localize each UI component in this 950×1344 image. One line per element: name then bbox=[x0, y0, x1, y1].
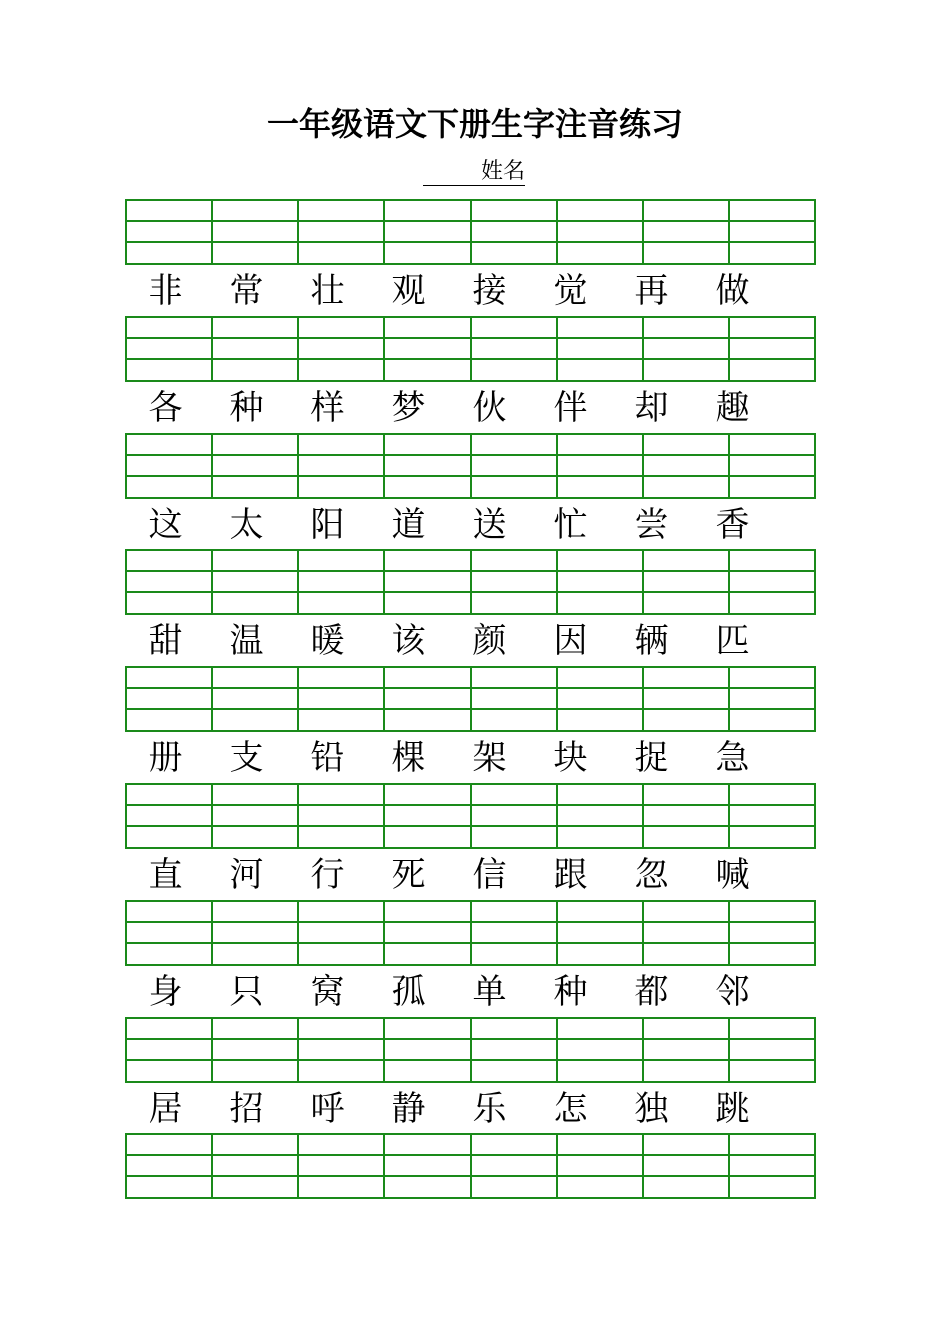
pinyin-cell[interactable] bbox=[127, 785, 213, 847]
character-row bbox=[125, 384, 816, 432]
hanzi-character: 甜 bbox=[148, 621, 183, 661]
pinyin-cell[interactable] bbox=[730, 1019, 814, 1081]
hanzi-character: 信 bbox=[472, 855, 507, 895]
hanzi-character: 架 bbox=[472, 738, 507, 778]
character-row bbox=[125, 501, 816, 549]
pinyin-grid bbox=[125, 783, 816, 849]
hanzi-character: 样 bbox=[310, 388, 345, 428]
pinyin-cell[interactable] bbox=[644, 318, 730, 380]
hanzi-character: 邻 bbox=[715, 972, 750, 1012]
hanzi-character: 跳 bbox=[715, 1089, 750, 1129]
hanzi-character: 做 bbox=[715, 271, 750, 311]
pinyin-cell[interactable] bbox=[385, 668, 471, 730]
name-field[interactable]: 姓名 bbox=[423, 158, 525, 186]
hanzi-character: 趣 bbox=[715, 388, 750, 428]
hanzi-character: 再 bbox=[634, 271, 669, 311]
hanzi-character: 支 bbox=[229, 738, 264, 778]
pinyin-cell[interactable] bbox=[127, 435, 213, 497]
hanzi-character: 身 bbox=[148, 972, 183, 1012]
pinyin-grid bbox=[125, 433, 816, 499]
pinyin-cell[interactable] bbox=[213, 201, 299, 263]
hanzi-character: 册 bbox=[148, 738, 183, 778]
pinyin-cell[interactable] bbox=[730, 435, 814, 497]
hanzi-character: 忽 bbox=[634, 855, 669, 895]
pinyin-cell[interactable] bbox=[299, 1019, 385, 1081]
pinyin-cell[interactable] bbox=[213, 1135, 299, 1197]
hanzi-character: 单 bbox=[472, 972, 507, 1012]
hanzi-character: 匹 bbox=[715, 621, 750, 661]
pinyin-cell[interactable] bbox=[558, 551, 644, 613]
pinyin-grid bbox=[125, 900, 816, 966]
pinyin-cell[interactable] bbox=[558, 1019, 644, 1081]
pinyin-cell[interactable] bbox=[558, 318, 644, 380]
pinyin-cell[interactable] bbox=[213, 668, 299, 730]
hanzi-character: 喊 bbox=[715, 855, 750, 895]
pinyin-cell[interactable] bbox=[730, 668, 814, 730]
hanzi-character: 阳 bbox=[310, 505, 345, 545]
pinyin-cell[interactable] bbox=[472, 668, 558, 730]
hanzi-character: 壮 bbox=[310, 271, 345, 311]
pinyin-grid bbox=[125, 549, 816, 615]
pinyin-cell[interactable] bbox=[472, 785, 558, 847]
character-row bbox=[125, 1085, 816, 1133]
hanzi-character: 温 bbox=[229, 621, 264, 661]
hanzi-character: 道 bbox=[391, 505, 426, 545]
pinyin-grid bbox=[125, 199, 816, 265]
hanzi-character: 送 bbox=[472, 505, 507, 545]
character-row bbox=[125, 617, 816, 665]
pinyin-cell[interactable] bbox=[127, 668, 213, 730]
hanzi-character: 直 bbox=[148, 855, 183, 895]
pinyin-cell[interactable] bbox=[213, 551, 299, 613]
pinyin-cell[interactable] bbox=[385, 201, 471, 263]
character-row bbox=[125, 968, 816, 1016]
hanzi-character: 暖 bbox=[310, 621, 345, 661]
pinyin-cell[interactable] bbox=[213, 785, 299, 847]
hanzi-character: 跟 bbox=[553, 855, 588, 895]
pinyin-cell[interactable] bbox=[299, 551, 385, 613]
pinyin-cell[interactable] bbox=[385, 551, 471, 613]
pinyin-cell[interactable] bbox=[558, 435, 644, 497]
hanzi-character: 香 bbox=[715, 505, 750, 545]
pinyin-cell[interactable] bbox=[730, 902, 814, 964]
pinyin-cell[interactable] bbox=[472, 1019, 558, 1081]
pinyin-cell[interactable] bbox=[558, 201, 644, 263]
pinyin-cell[interactable] bbox=[730, 1135, 814, 1197]
hanzi-character: 种 bbox=[229, 388, 264, 428]
pinyin-cell[interactable] bbox=[644, 201, 730, 263]
pinyin-cell[interactable] bbox=[213, 435, 299, 497]
hanzi-character: 静 bbox=[391, 1089, 426, 1129]
pinyin-cell[interactable] bbox=[644, 785, 730, 847]
pinyin-grid bbox=[125, 1017, 816, 1083]
hanzi-character: 种 bbox=[553, 972, 588, 1012]
pinyin-cell[interactable] bbox=[730, 318, 814, 380]
hanzi-character: 窝 bbox=[310, 972, 345, 1012]
pinyin-cell[interactable] bbox=[127, 318, 213, 380]
pinyin-cell[interactable] bbox=[127, 201, 213, 263]
hanzi-character: 因 bbox=[553, 621, 588, 661]
hanzi-character: 觉 bbox=[553, 271, 588, 311]
hanzi-character: 急 bbox=[715, 738, 750, 778]
hanzi-character: 乐 bbox=[472, 1089, 507, 1129]
pinyin-cell[interactable] bbox=[127, 1135, 213, 1197]
hanzi-character: 各 bbox=[148, 388, 183, 428]
hanzi-character: 招 bbox=[229, 1089, 264, 1129]
pinyin-grid bbox=[125, 1133, 816, 1199]
hanzi-character: 太 bbox=[229, 505, 264, 545]
pinyin-cell[interactable] bbox=[299, 435, 385, 497]
hanzi-character: 行 bbox=[310, 855, 345, 895]
hanzi-character: 颜 bbox=[472, 621, 507, 661]
hanzi-character: 梦 bbox=[391, 388, 426, 428]
pinyin-cell[interactable] bbox=[385, 1019, 471, 1081]
hanzi-character: 该 bbox=[391, 621, 426, 661]
pinyin-cell[interactable] bbox=[472, 201, 558, 263]
pinyin-cell[interactable] bbox=[299, 318, 385, 380]
pinyin-cell[interactable] bbox=[472, 318, 558, 380]
pinyin-cell[interactable] bbox=[558, 902, 644, 964]
pinyin-cell[interactable] bbox=[472, 551, 558, 613]
hanzi-character: 观 bbox=[391, 271, 426, 311]
hanzi-character: 接 bbox=[472, 271, 507, 311]
pinyin-cell[interactable] bbox=[127, 902, 213, 964]
pinyin-cell[interactable] bbox=[213, 318, 299, 380]
pinyin-cell[interactable] bbox=[385, 318, 471, 380]
pinyin-cell[interactable] bbox=[644, 551, 730, 613]
character-row bbox=[125, 267, 816, 315]
hanzi-character: 常 bbox=[229, 271, 264, 311]
pinyin-cell[interactable] bbox=[644, 1135, 730, 1197]
pinyin-cell[interactable] bbox=[299, 902, 385, 964]
pinyin-cell[interactable] bbox=[558, 785, 644, 847]
pinyin-cell[interactable] bbox=[644, 1019, 730, 1081]
pinyin-cell[interactable] bbox=[299, 785, 385, 847]
hanzi-character: 孤 bbox=[391, 972, 426, 1012]
hanzi-character: 忙 bbox=[553, 505, 588, 545]
pinyin-cell[interactable] bbox=[644, 435, 730, 497]
pinyin-cell[interactable] bbox=[558, 668, 644, 730]
pinyin-cell[interactable] bbox=[213, 1019, 299, 1081]
pinyin-cell[interactable] bbox=[385, 902, 471, 964]
pinyin-cell[interactable] bbox=[644, 668, 730, 730]
hanzi-character: 独 bbox=[634, 1089, 669, 1129]
hanzi-character: 伙 bbox=[472, 388, 507, 428]
pinyin-cell[interactable] bbox=[730, 785, 814, 847]
hanzi-character: 河 bbox=[229, 855, 264, 895]
pinyin-cell[interactable] bbox=[299, 1135, 385, 1197]
hanzi-character: 怎 bbox=[553, 1089, 588, 1129]
pinyin-cell[interactable] bbox=[385, 1135, 471, 1197]
hanzi-character: 伴 bbox=[553, 388, 588, 428]
hanzi-character: 辆 bbox=[634, 621, 669, 661]
pinyin-cell[interactable] bbox=[385, 435, 471, 497]
hanzi-character: 都 bbox=[634, 972, 669, 1012]
pinyin-cell[interactable] bbox=[472, 435, 558, 497]
character-row bbox=[125, 851, 816, 899]
pinyin-cell[interactable] bbox=[644, 902, 730, 964]
pinyin-grid bbox=[125, 316, 816, 382]
page-title: 一年级语文下册生字注音练习 bbox=[266, 105, 683, 143]
hanzi-character: 却 bbox=[634, 388, 669, 428]
pinyin-cell[interactable] bbox=[127, 551, 213, 613]
hanzi-character: 棵 bbox=[391, 738, 426, 778]
hanzi-character: 死 bbox=[391, 855, 426, 895]
hanzi-character: 铅 bbox=[310, 738, 345, 778]
hanzi-character: 块 bbox=[553, 738, 588, 778]
hanzi-character: 呼 bbox=[310, 1089, 345, 1129]
hanzi-character: 捉 bbox=[634, 738, 669, 778]
hanzi-character: 这 bbox=[148, 505, 183, 545]
pinyin-cell[interactable] bbox=[472, 902, 558, 964]
pinyin-cell[interactable] bbox=[385, 785, 471, 847]
pinyin-cell[interactable] bbox=[213, 902, 299, 964]
pinyin-cell[interactable] bbox=[299, 201, 385, 263]
pinyin-cell[interactable] bbox=[127, 1019, 213, 1081]
hanzi-character: 非 bbox=[148, 271, 183, 311]
hanzi-character: 居 bbox=[148, 1089, 183, 1129]
character-row bbox=[125, 734, 816, 782]
pinyin-cell[interactable] bbox=[558, 1135, 644, 1197]
pinyin-cell[interactable] bbox=[730, 201, 814, 263]
pinyin-grid bbox=[125, 666, 816, 732]
pinyin-cell[interactable] bbox=[730, 551, 814, 613]
pinyin-cell[interactable] bbox=[472, 1135, 558, 1197]
hanzi-character: 尝 bbox=[634, 505, 669, 545]
pinyin-cell[interactable] bbox=[299, 668, 385, 730]
hanzi-character: 只 bbox=[229, 972, 264, 1012]
